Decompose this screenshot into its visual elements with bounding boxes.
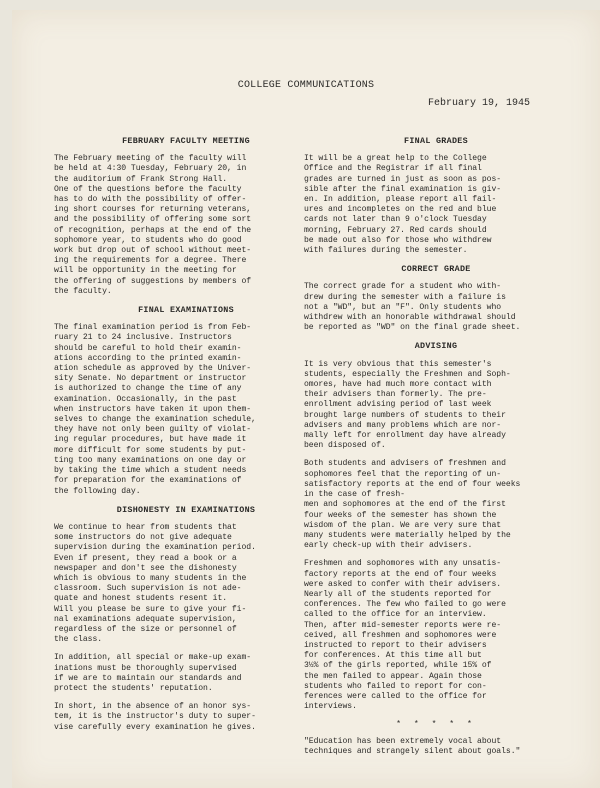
right-column <box>304 130 568 757</box>
section-separator: * * * * * <box>396 720 476 730</box>
document-date: February 19, 1945 <box>428 98 531 109</box>
paragraph-correct-grade: The correct grade for a student who with- drew during the semester with a failure is not a "WD", but an "F". Only students who withdrew with an honorable withdrawal should be reported as "WD" on the final grade sheet. <box>304 282 521 333</box>
document-page <box>12 10 600 788</box>
section-heading-correct-grade: CORRECT GRADE <box>401 264 471 275</box>
paragraph-final-examinations: The final examination period is from Feb- ruary 21 to 24 inclusive. Instructors should be careful to hold their examin- ations according to the printed examin- ation schedule as approved by the Univer- sity Senate. No department or instructor is authorized to change the time of any examination. Occasionally, in the past when instructors have taken it upon them- selves to change the examination schedule, they have not only been guilty of violat- ing regular procedures, but have made it more difficult for some students by put- ting too many examinations on one day or by taking the time which a student needs for preparation for the examinations of the following day. <box>54 323 256 496</box>
paragraph-dishonesty-3: In short, in the absence of an honor sys- tem, it is the instructor's duty to super- vise carefully every examination he gives. <box>54 702 256 732</box>
paragraph-advising-3: Freshmen and sophomores with any unsatis- factory reports at the end of four weeks were asked to confer with their advisers. Nearly all of the students reported for conferences. The few who failed to go were called to the office for an interview. Then, after mid-semester reports were re- ceived, all freshmen and sophomores were instructed to report to their advisers for conferences. At this time all but 3½% of the girls reported, while 15% of the men failed to appear. Again those students who failed to report for con- ferences were called to the office for interviews. <box>304 559 506 712</box>
paragraph-faculty-meeting: The February meeting of the faculty will be held at 4:30 Tuesday, February 20, in the auditorium of Frank Strong Hall. One of the questions before the faculty has to do with the possibility of offer- ing short courses for returning veterans, and the possibility of offering some sort of recognition, perhaps at the end of the sophomore year, to students who do good work but drop out of school without meet- ing the requirements for a degree. There will be opportunity in the meeting for the offering of suggestions by members of the faculty. <box>54 154 252 296</box>
closing-quote: "Education has been extremely vocal about techniques and strangely silent about goals." <box>304 736 521 756</box>
paragraph-advising-1: It is very obvious that this semester's students, especially the Freshmen and Soph- omores, have had much more contact with their advisers than formerly. The pre- enrollment advising period of last week brought large numbers of students to their advisers and many problems which are nor- mally left for enrollment day have already been disposed of. <box>304 359 511 451</box>
paragraph-dishonesty-2: In addition, all special or make-up exam- inations must be thoroughly supervised if we are to maintain our standards and protect the students' reputation. <box>54 653 252 693</box>
masthead: COLLEGE COMMUNICATIONS <box>237 80 375 91</box>
section-heading-faculty-meeting: FEBRUARY FACULTY MEETING <box>122 136 250 146</box>
section-heading-final-grades: FINAL GRADES <box>404 136 468 146</box>
section-heading-final-examinations: FINAL EXAMINATIONS <box>138 305 234 316</box>
section-heading-advising: ADVISING <box>414 341 458 352</box>
section-heading-dishonesty: DISHONESTY IN EXAMINATIONS <box>116 504 256 515</box>
left-column <box>54 130 318 741</box>
paragraph-final-grades: It will be a great help to the College Office and the Registrar if all final grades are turned in just as soon as pos- sible after the final examination is giv- en. In addition, please report all fail- ures and incompletes on the red and blue cards not later than 9 o'clock Tuesday morning, February 27. Red cards should be made out also for those who withdrew with failures during the semester. <box>304 154 502 256</box>
paragraph-dishonesty-1: We continue to hear from students that some instructors do not give adequate supervision during the examination period. Even if present, they read a book or a newspaper and don't see the dishonesty which is obvious to many students in the classroom. Such supervision is not ade- quate and honest students resent it. Will you please be sure to give your fi- nal examinations adequate supervision, regardless of the size or personnel of the class. <box>54 522 256 645</box>
paragraph-advising-2: Both students and advisers of freshmen and sophomores feel that the reporting of un- satisfactory reports at the end of four weeks in the case of fresh- men and sophomores at the end of the first four weeks of the semester has shown the wisdom of the plan. We are very sure that many students were materially helped by the early check-up with their advisers. <box>304 459 521 551</box>
